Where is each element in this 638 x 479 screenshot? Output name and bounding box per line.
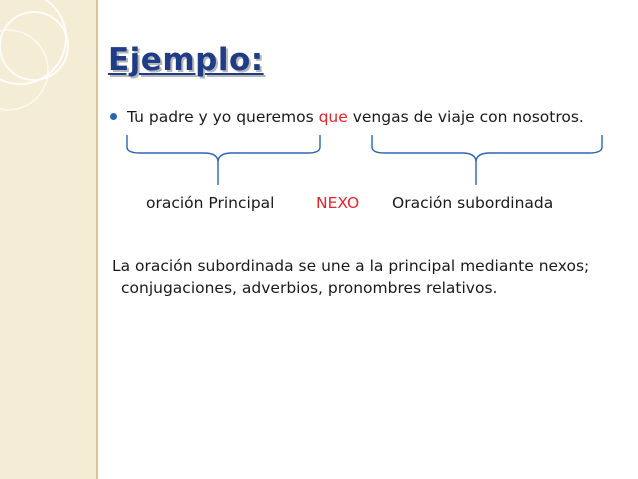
sentence-highlight-que: que [318, 108, 348, 126]
paragraph-line-1: La oración subordinada se une a la principal mediante nexos; [112, 257, 590, 275]
label-subordinada: Oración subordinada [392, 194, 554, 212]
brace-subordinada [372, 135, 602, 185]
sentence-part-after: vengas de viaje con nosotros. [347, 108, 584, 126]
slide-title: Ejemplo: [108, 42, 264, 78]
brace-principal [127, 135, 320, 185]
sentence-part-before: Tu padre y yo queremos [127, 108, 319, 126]
label-nexo: NEXO [316, 194, 360, 212]
label-principal: oración Principal [146, 194, 275, 212]
paragraph-line-2: conjugaciones, adverbios, pronombres relativos. [121, 279, 498, 297]
explanation-paragraph [112, 255, 617, 299]
